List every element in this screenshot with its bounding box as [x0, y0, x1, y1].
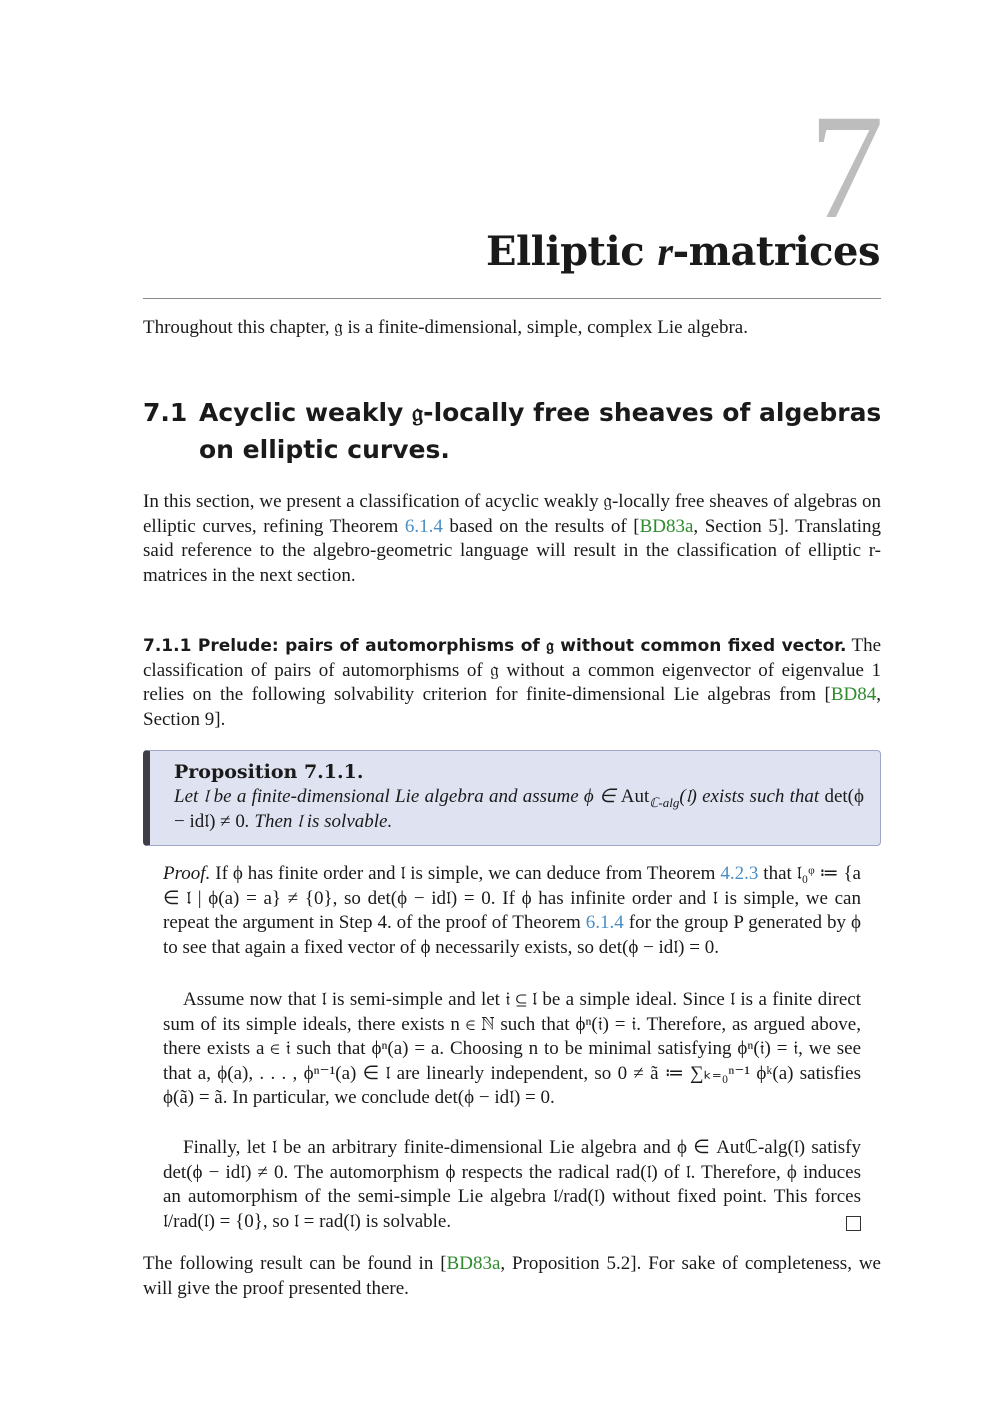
proposition-aut: Aut	[620, 786, 650, 807]
proposition-text: Let 𝔩 be a finite-dimensional Lie algebra and assume ϕ ∈	[174, 786, 621, 807]
proof-paragraph-1	[163, 862, 861, 960]
theorem-link[interactable]: 6.1.4	[585, 912, 624, 933]
closing-text: The following result can be found in [	[143, 1253, 447, 1274]
proof-text: that 𝔩₀ᵠ ≔ {a ∈ 𝔩 | ϕ(a) = a} ≠ {0}, so det(ϕ − id𝔩) = 0. If ϕ has infinite order and 𝔩 is simple, we can repeat the argument in Step 4. of the proof of Theorem	[163, 863, 861, 933]
section-paragraph-text: In this section, we present a classification of acyclic weakly 𝔤-locally free sheaves of algebras on elliptic curves, refining Theorem	[143, 491, 881, 537]
proposition-statement	[174, 785, 864, 834]
closing-text: , Proposition 5.2]. For sake of completeness, we will give the proof presented there.	[143, 1253, 881, 1299]
proposition-aut-subscript: ℂ-alg	[649, 794, 680, 810]
proof-text: Finally, let 𝔩 be an arbitrary finite-dimensional Lie algebra and ϕ ∈ Autℂ-alg(𝔩) satisfy det(ϕ − id𝔩) ≠ 0. The automorphism ϕ respects the radical rad(𝔩) of 𝔩. Therefore, ϕ induces an automorphism of the semi-simple Lie algebra 𝔩/rad(𝔩) without fixed point. This forces 𝔩/rad(𝔩) = {0}, so 𝔩 = rad(𝔩) is solvable.	[163, 1137, 861, 1232]
proof-paragraph-2: Assume now that 𝔩 is semi-simple and let 𝔦 ⊆ 𝔩 be a simple ideal. Since 𝔩 is a finite direct sum of its simple ideals, there exists n ∈ ℕ such that ϕⁿ(𝔦) = 𝔦. Therefore, as argued above, there exists a ∈ 𝔦 such that ϕⁿ(a) = a. Choosing n to be minimal satisfying ϕⁿ(𝔦) = 𝔦, we see that a, ϕ(a), . . . , ϕⁿ⁻¹(a) ∈ 𝔩 are linearly independent, so 0 ≠ ã ≔ ∑ₖ₌₀ⁿ⁻¹ ϕᵏ(a) satisfies ϕ(ã) = ã. In particular, we conclude det(ϕ − id𝔩) = 0.	[163, 989, 861, 1108]
theorem-link[interactable]: 4.2.3	[720, 863, 759, 884]
citation-link[interactable]: BD84	[830, 684, 877, 705]
proof-paragraph-3	[163, 1136, 861, 1234]
section-title: Acyclic weakly 𝔤-locally free sheaves of algebras on elliptic curves.	[199, 398, 882, 464]
chapter-title	[486, 228, 880, 275]
chapter-title-variable: r	[657, 229, 673, 274]
qed-square-icon	[846, 1216, 861, 1231]
proposition-determinant: det(ϕ − id𝔩) ≠ 0	[174, 786, 864, 832]
proof-text: If ϕ has finite order and 𝔩 is simple, we can deduce from Theorem	[210, 863, 721, 884]
proof-label: Proof.	[163, 863, 211, 884]
citation-link[interactable]: BD83a	[639, 515, 694, 537]
proposition-text: . Then 𝔩 is solvable.	[244, 810, 393, 832]
chapter-rule	[143, 298, 881, 299]
theorem-link[interactable]: 6.1.4	[404, 515, 443, 537]
chapter-title-post: -matrices	[672, 228, 880, 275]
proposition-text: (𝔩) exists such that	[679, 786, 825, 807]
subsection-paragraph	[143, 634, 881, 732]
chapter-title-pre: Elliptic	[486, 228, 658, 275]
proposition-title: Proposition 7.1.1.	[174, 761, 364, 783]
proof-text: for the group P generated by ϕ to see that again a fixed vector of ϕ necessarily exists, so det(ϕ − id𝔩) = 0.	[163, 912, 861, 958]
chapter-intro: Throughout this chapter, 𝔤 is a finite-dimensional, simple, complex Lie algebra.	[143, 317, 748, 338]
subsection-heading: 7.1.1 Prelude: pairs of automorphisms of 𝔤 without common fixed vector.	[143, 636, 847, 656]
section-paragraph-text: based on the results of [	[442, 515, 640, 537]
subsection-text: The classification of pairs of automorphisms of 𝔤 without a common eigenvector of eigenvalue 1 relies on the following solvability criterion for finite-dimensional Lie algebras from [	[143, 635, 882, 705]
section-paragraph	[143, 490, 881, 588]
proposition-box	[143, 750, 881, 846]
citation-link[interactable]: BD83a	[446, 1253, 501, 1274]
chapter-number: 7	[809, 84, 884, 250]
subsection-text: , Section 9].	[143, 684, 881, 730]
section-paragraph-text: , Section 5]. Translating said reference to the algebro-geometric language will result in the classification of elliptic r-matrices in the next section.	[143, 515, 881, 586]
closing-paragraph	[143, 1252, 881, 1301]
section-heading	[143, 394, 883, 468]
section-number: 7.1	[143, 398, 188, 427]
